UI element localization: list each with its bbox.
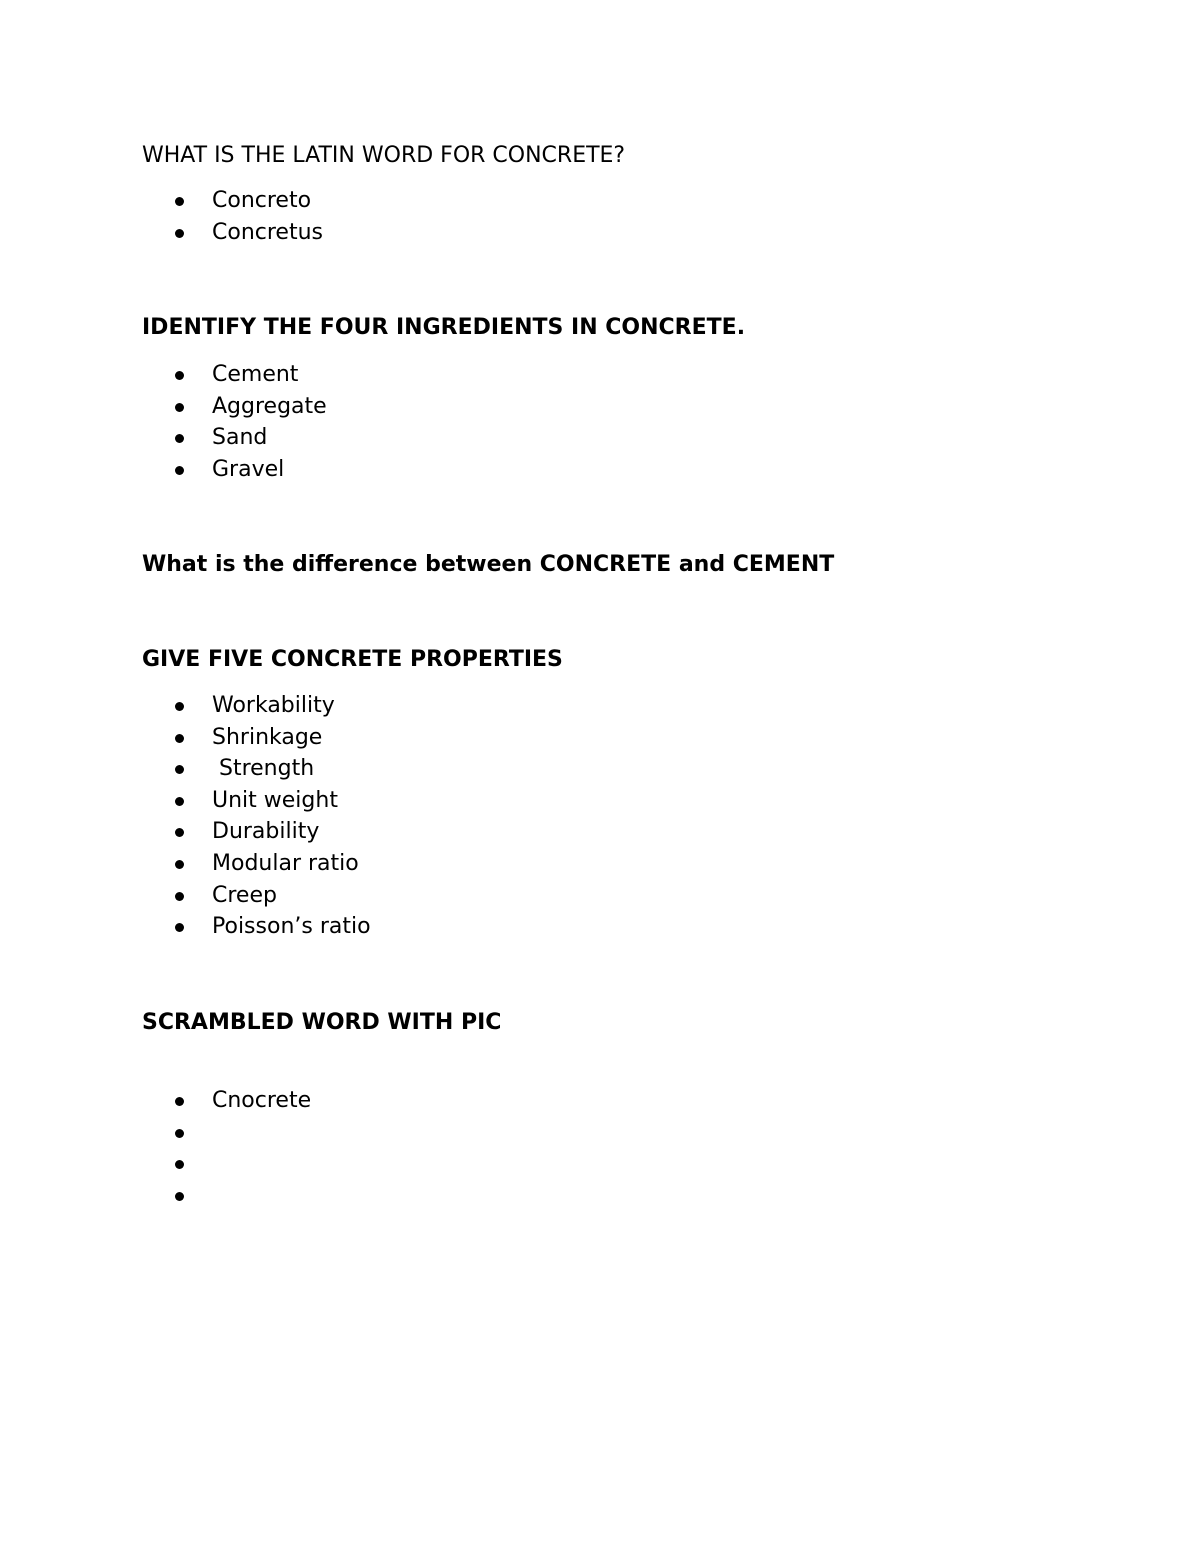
section-heading-ingredients: IDENTIFY THE FOUR INGREDIENTS IN CONCRETE.	[142, 315, 746, 340]
section-heading-difference: What is the difference between CONCRETE and CEMENT	[142, 552, 835, 577]
bullet-icon	[175, 828, 184, 837]
list-item: Creep	[0, 883, 42, 915]
list-item: Aggregate	[0, 394, 42, 426]
list-item: Strength	[0, 756, 42, 788]
list-item: Modular ratio	[0, 851, 42, 883]
list-item: Cement	[0, 362, 42, 394]
list-item: Workability	[0, 693, 42, 725]
list-item: Durability	[0, 819, 42, 851]
bullet-icon	[175, 892, 184, 901]
properties-list	[0, 693, 371, 946]
bullet-icon	[175, 1097, 184, 1106]
section-heading-properties: GIVE FIVE CONCRETE PROPERTIES	[142, 647, 563, 672]
latin-word-list	[0, 188, 323, 251]
bullet-icon	[175, 466, 184, 475]
list-item: Sand	[0, 425, 42, 457]
section-heading-latin-word: WHAT IS THE LATIN WORD FOR CONCRETE?	[142, 143, 626, 168]
list-item: Gravel	[0, 457, 42, 489]
list-item	[0, 1151, 42, 1183]
bullet-icon	[175, 403, 184, 412]
bullet-icon	[175, 797, 184, 806]
ingredients-list	[0, 362, 327, 488]
bullet-icon	[175, 229, 184, 238]
bullet-icon	[175, 923, 184, 932]
bullet-icon	[175, 434, 184, 443]
list-item: Concretus	[0, 220, 42, 252]
list-item: Unit weight	[0, 788, 42, 820]
bullet-icon	[175, 1160, 184, 1169]
bullet-icon	[175, 371, 184, 380]
list-item: Concreto	[0, 188, 42, 220]
bullet-icon	[175, 1192, 184, 1201]
bullet-icon	[175, 765, 184, 774]
bullet-icon	[175, 734, 184, 743]
bullet-icon	[175, 1129, 184, 1138]
list-item: Poisson’s ratio	[0, 914, 42, 946]
bullet-icon	[175, 197, 184, 206]
scrambled-list	[0, 1088, 312, 1214]
list-item: Cnocrete	[0, 1088, 42, 1120]
bullet-icon	[175, 860, 184, 869]
bullet-icon	[175, 702, 184, 711]
list-item	[0, 1120, 42, 1152]
list-item: Shrinkage	[0, 725, 42, 757]
list-item	[0, 1183, 42, 1215]
section-heading-scrambled: SCRAMBLED WORD WITH PIC	[142, 1010, 502, 1035]
